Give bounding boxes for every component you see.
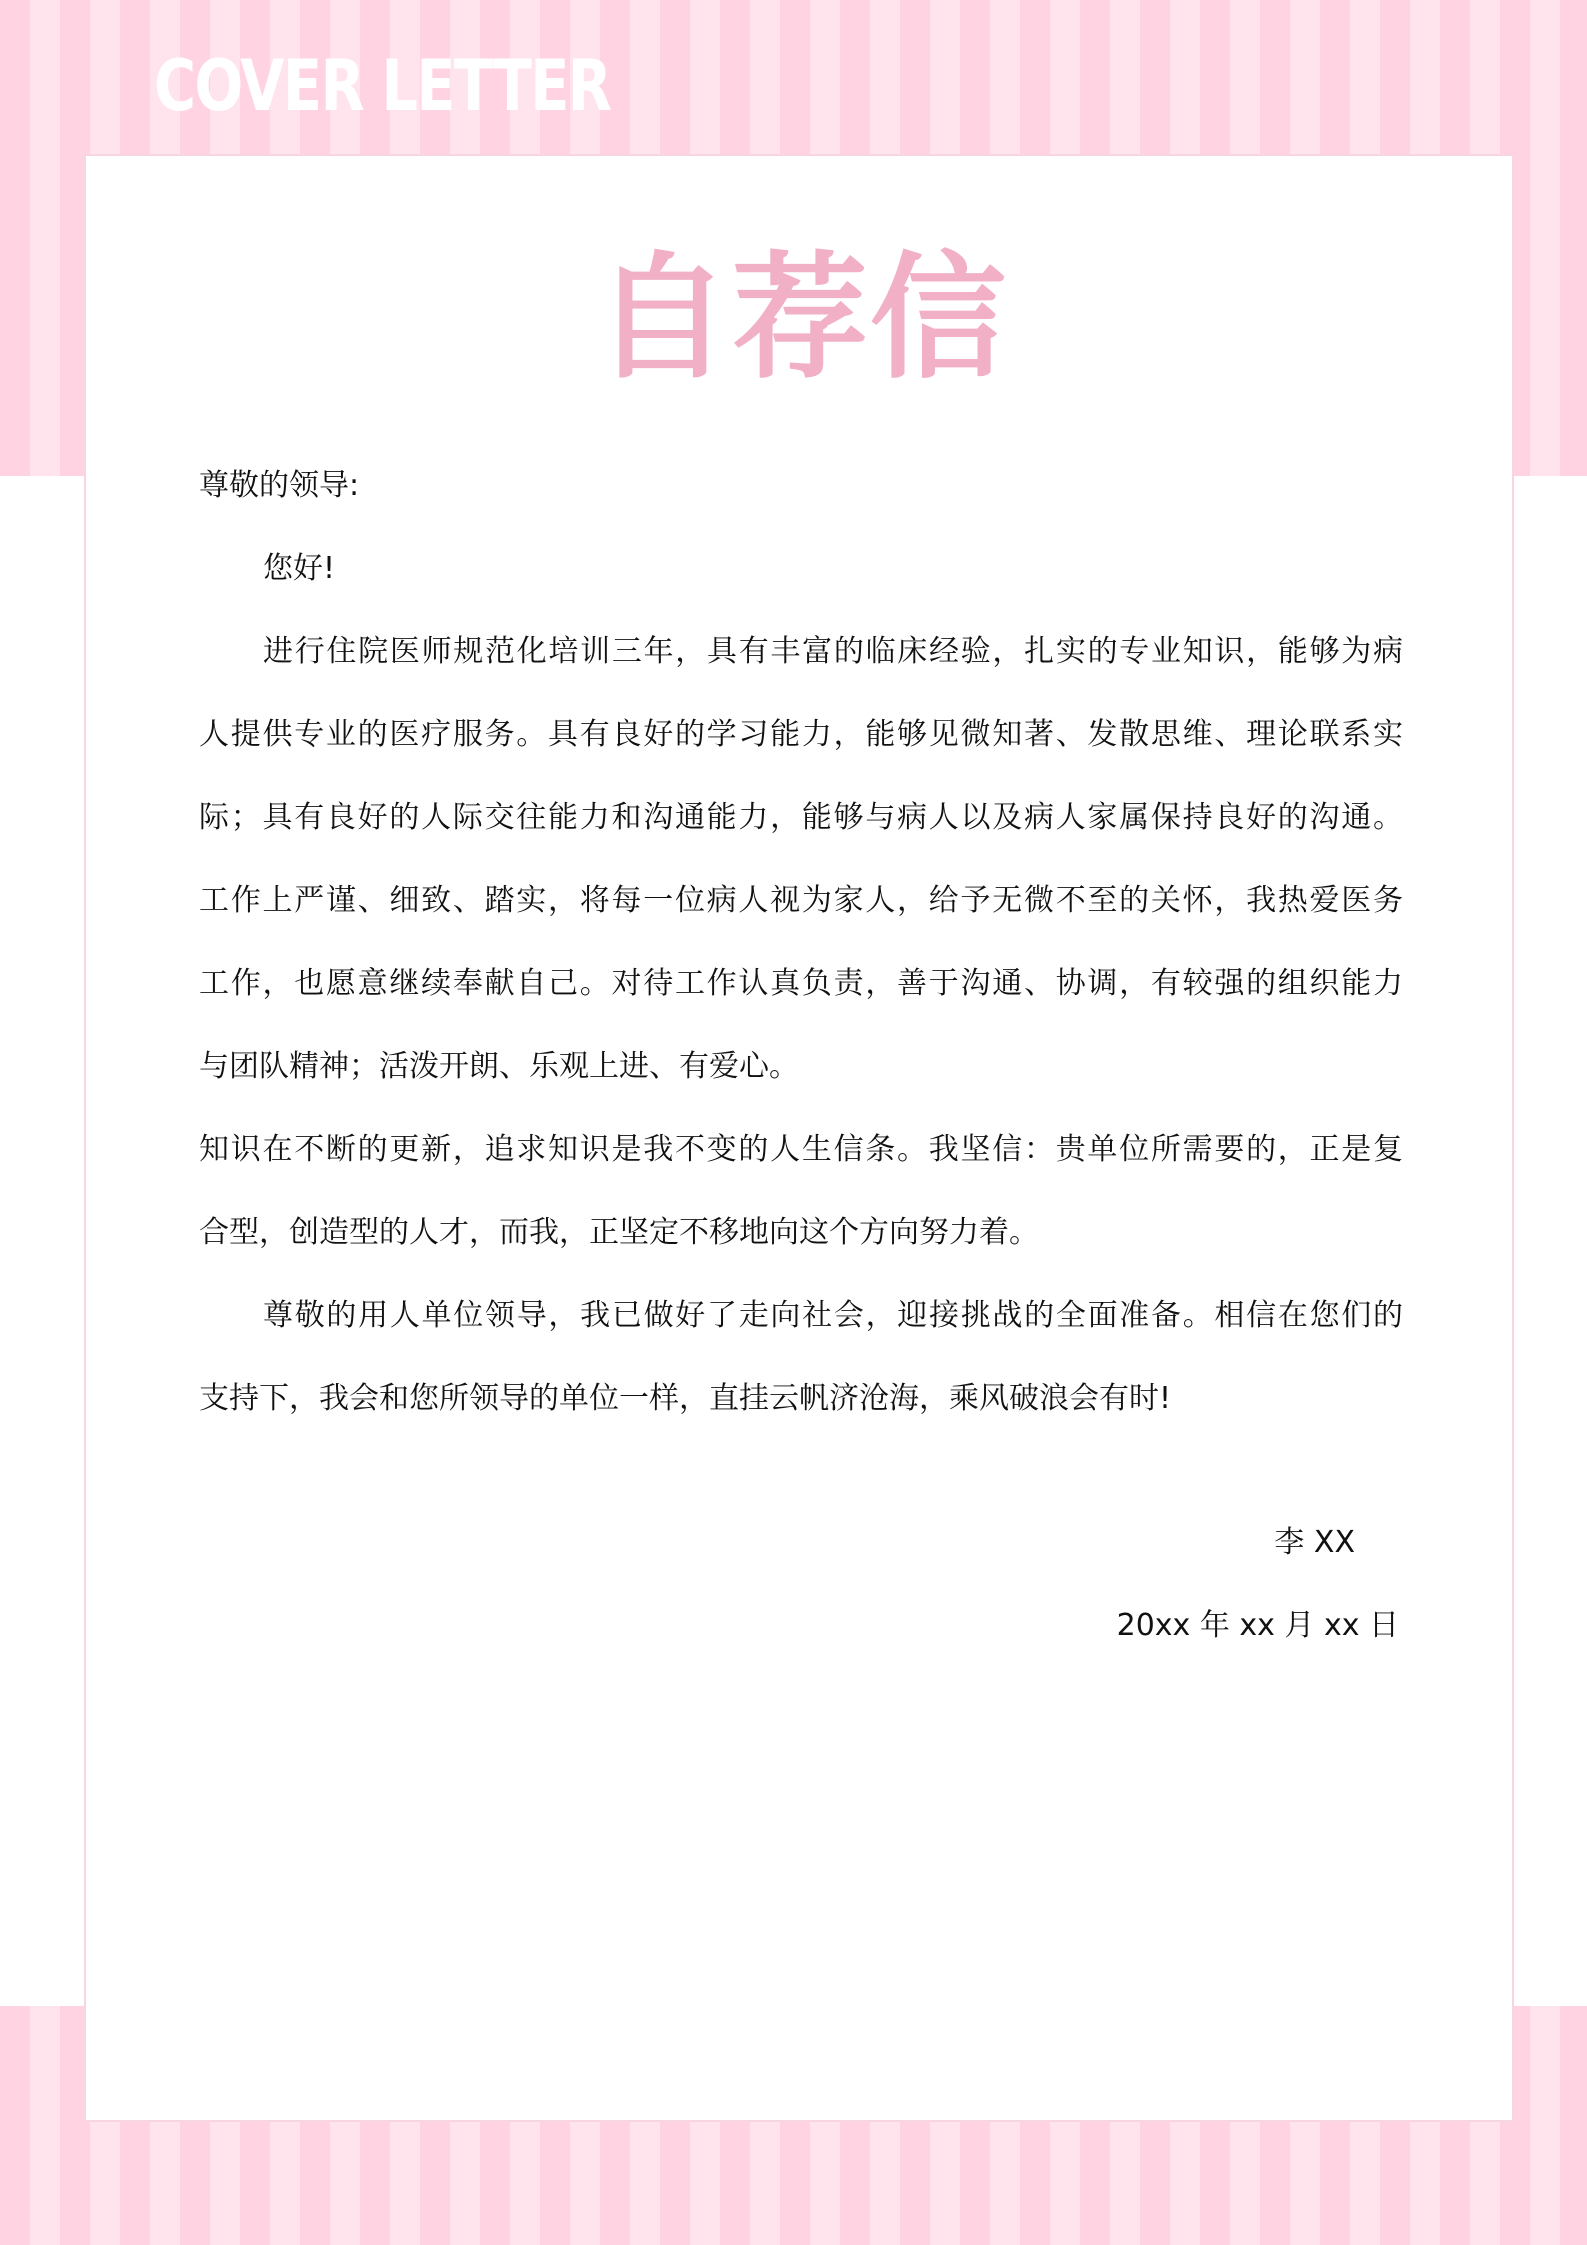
paragraph-line: 尊敬的用人单位领导，我已做好了走向社会，迎接挑战的全面准备。相信在您们的 [263,1298,1403,1333]
paragraph-line: 合型，创造型的人才，而我，正坚定不移地向这个方向努力着。 [199,1215,1039,1250]
header-title: COVER LETTER [154,45,611,127]
paragraph-line: 际；具有良好的人际交往能力和沟通能力，能够与病人以及病人家属保持良好的沟通。 [199,800,1403,835]
signature-block [1117,1501,1399,1667]
letter-body [199,444,1403,1440]
paragraph-line: 工作上严谨、细致、踏实，将每一位病人视为家人，给予无微不至的关怀，我热爱医务 [199,883,1403,918]
paragraph-3 [199,1274,1403,1440]
letter-paper [84,154,1514,2122]
paragraph-line: 支持下，我会和您所领导的单位一样，直挂云帆济沧海，乘风破浪会有时! [199,1381,1172,1416]
signature-date: 20xx 年 xx 月 xx 日 [1116,1608,1399,1643]
paragraph-line: 人提供专业的医疗服务。具有良好的学习能力，能够见微知著、发散思维、理论联系实 [199,717,1403,752]
paragraph-1 [199,610,1403,1108]
paragraph-2 [199,1108,1403,1274]
paragraph-line: 知识在不断的更新，追求知识是我不变的人生信条。我坚信：贵单位所需要的，正是复 [199,1132,1403,1167]
paragraph-line: 与团队精神；活泼开朗、乐观上进、有爱心。 [199,1049,799,1084]
paragraph-line: 工作，也愿意继续奉献自己。对待工作认真负责，善于沟通、协调，有较强的组织能力 [199,966,1403,1001]
paragraph-line: 进行住院医师规范化培训三年，具有丰富的临床经验，扎实的专业知识，能够为病 [263,634,1403,669]
document-title: 自荐信 [594,240,1008,398]
greeting: 您好! [263,551,336,586]
signature-name: 李 XX [1274,1525,1355,1560]
salutation: 尊敬的领导: [199,468,360,503]
